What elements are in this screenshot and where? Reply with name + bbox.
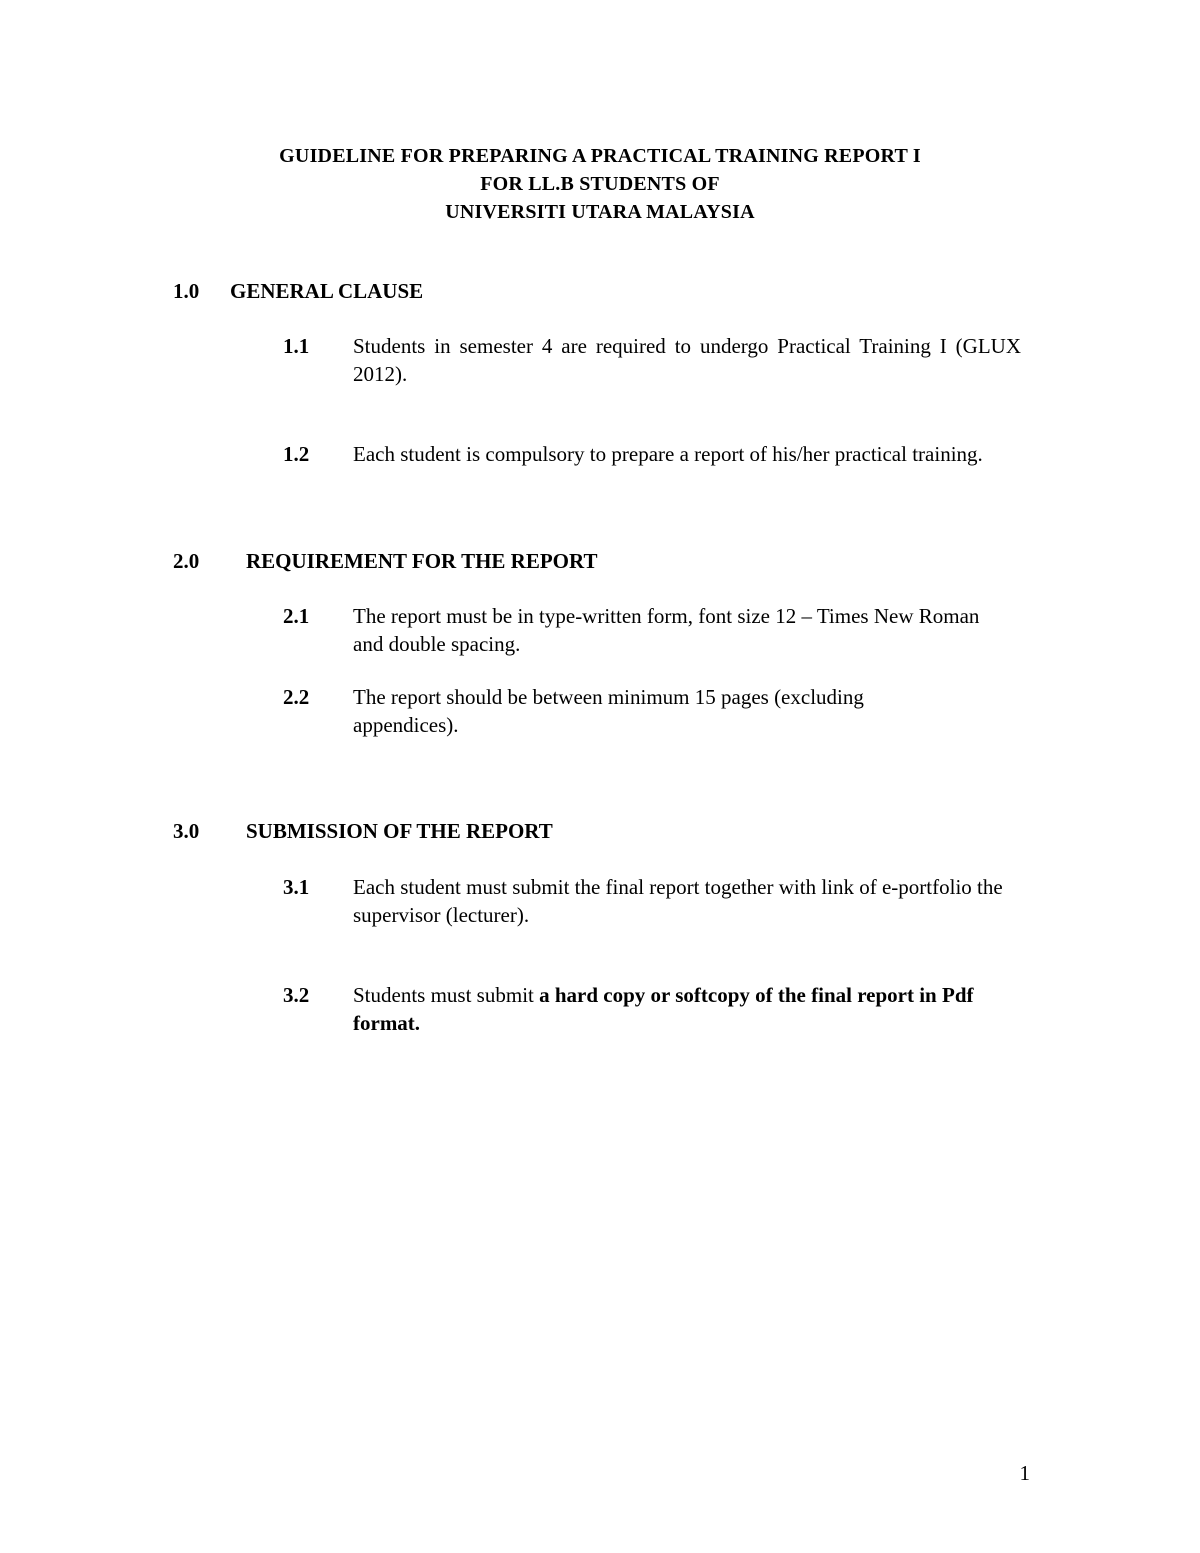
- item-text-plain: Students must submit: [353, 983, 540, 1007]
- item-number: 3.2: [283, 983, 310, 1007]
- item-number: 1.2: [283, 442, 310, 466]
- page-number: 1: [1019, 1461, 1030, 1485]
- document-title: [0, 142, 1200, 226]
- item-text: Each student is compulsory to prepare a report of his/her practical training.: [353, 442, 983, 466]
- section-number: 2.0: [173, 549, 200, 573]
- item-text: Each student must submit the final report together with link of e-portfolio the supervisor (lecturer).: [353, 875, 1003, 927]
- item-text: [353, 981, 1021, 1037]
- item-text: The report should be between minimum 15 pages (excluding appendices).: [353, 685, 864, 737]
- section-title: REQUIREMENT FOR THE REPORT: [246, 549, 598, 573]
- item-number: 2.2: [283, 685, 310, 709]
- section-title: GENERAL CLAUSE: [230, 279, 424, 303]
- item-number: 3.1: [283, 875, 310, 899]
- item-text: Students in semester 4 are required to undergo Practical Training I (GLUX 2012).: [353, 334, 1021, 386]
- section-number: 3.0: [173, 819, 200, 843]
- item-number: 2.1: [283, 604, 310, 628]
- section-title: SUBMISSION OF THE REPORT: [246, 819, 553, 843]
- title-line-1: GUIDELINE FOR PREPARING A PRACTICAL TRAINING REPORT I: [279, 145, 921, 167]
- item-text-bold: a hard copy or softcopy of the final report in Pdf format.: [353, 983, 974, 1035]
- title-line-3: UNIVERSITI UTARA MALAYSIA: [445, 201, 755, 223]
- title-line-2: FOR LL.B STUDENTS OF: [480, 173, 720, 195]
- item-number: 1.1: [283, 334, 310, 358]
- item-text: The report must be in type-written form, font size 12 – Times New Roman and double spacing.: [353, 604, 980, 656]
- section-number: 1.0: [173, 279, 200, 303]
